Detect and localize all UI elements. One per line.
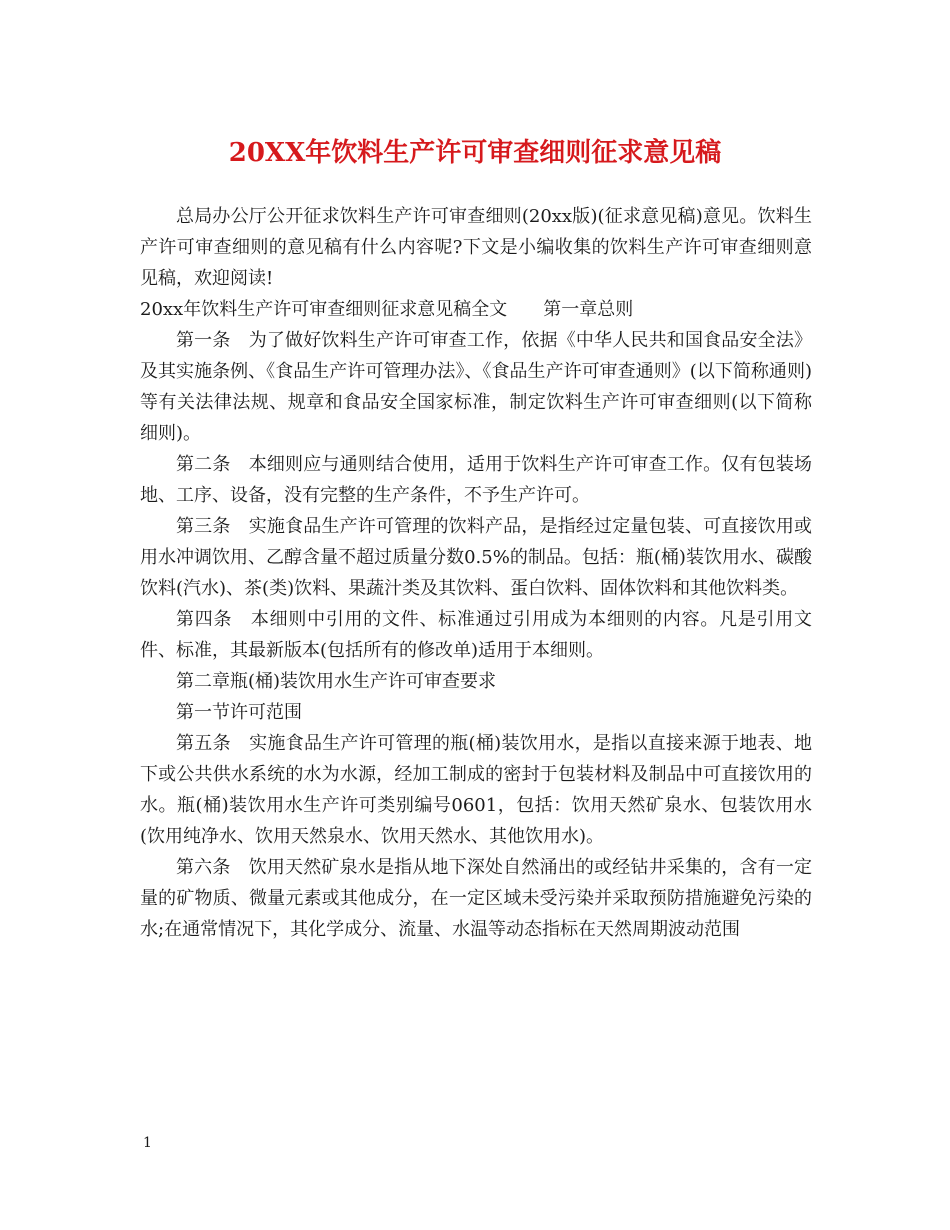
paragraph-article-2: 第二条 本细则应与通则结合使用，适用于饮料生产许可审查工作。仅有包装场地、工序、设备，没有完整的生产条件，不予生产许可。 — [140, 454, 812, 506]
page-number: 1 — [143, 1135, 152, 1151]
paragraph-chapter-heading: 20xx年饮料生产许可审查细则征求意见稿全文 第一章总则 — [140, 299, 634, 320]
paragraph-article-5: 第五条 实施食品生产许可管理的瓶(桶)装饮用水，是指以直接来源于地表、地下或公共供水系统的水为水源，经加工制成的密封于包装材料及制品中可直接饮用的水。瓶(桶)装饮用水生产许可类别编号0601，包括：饮用天然矿泉水、包装饮用水(饮用纯净水、饮用天然泉水、饮用天然水、其他饮用水)。 — [140, 733, 812, 847]
paragraph-article-4: 第四条 本细则中引用的文件、标准通过引用成为本细则的内容。凡是引用文件、标准，其最新版本(包括所有的修改单)适用于本细则。 — [140, 609, 812, 661]
paragraph-chapter-2-heading: 第二章瓶(桶)装饮用水生产许可审查要求 — [176, 671, 497, 692]
paragraph-article-6: 第六条 饮用天然矿泉水是指从地下深处自然涌出的或经钻井采集的，含有一定量的矿物质、微量元素或其他成分，在一定区域未受污染并采取预防措施避免污染的水;在通常情况下，其化学成分、流量、水温等动态指标在天然周期波动范围 — [140, 857, 812, 940]
paragraph-section-1-heading: 第一节许可范围 — [176, 702, 302, 723]
document-title: 20XX年饮料生产许可审查细则征求意见稿 — [228, 138, 722, 168]
document-body — [140, 201, 812, 945]
paragraph-article-3: 第三条 实施食品生产许可管理的饮料产品，是指经过定量包装、可直接饮用或用水冲调饮用、乙醇含量不超过质量分数0.5%的制品。包括：瓶(桶)装饮用水、碳酸饮料(汽水)、茶(类)饮料、果蔬汁类及其饮料、蛋白饮料、固体饮料和其他饮料类。 — [140, 516, 812, 599]
paragraph-intro: 总局办公厅公开征求饮料生产许可审查细则(20xx版)(征求意见稿)意见。饮料生产许可审查细则的意见稿有什么内容呢?下文是小编收集的饮料生产许可审查细则意见稿，欢迎阅读! — [140, 206, 812, 289]
paragraph-article-1: 第一条 为了做好饮料生产许可审查工作，依据《中华人民共和国食品安全法》及其实施条例、《食品生产许可管理办法》、《食品生产许可审查通则》(以下简称通则)等有关法律法规、规章和食品安全国家标准，制定饮料生产许可审查细则(以下简称细则)。 — [140, 330, 812, 444]
